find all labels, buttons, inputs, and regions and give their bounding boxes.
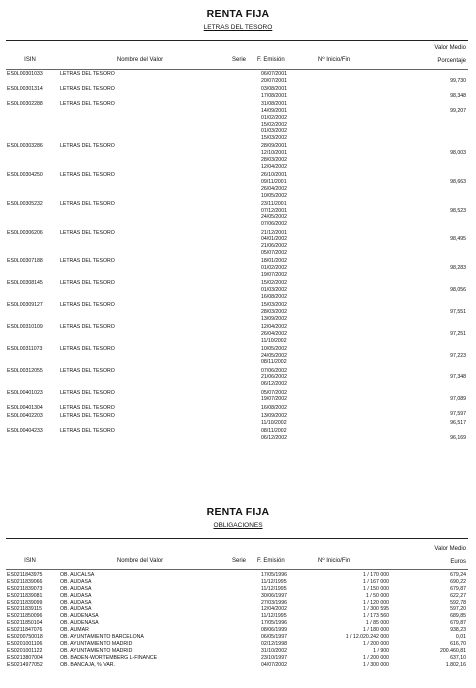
nombre-cell: LETRAS DEL TESORO <box>60 345 115 352</box>
isin-cell: ES0L00301033 <box>7 71 43 77</box>
isin-cell: ES0214977052 <box>7 661 43 668</box>
nombre-cell: OB. AUDASA <box>60 592 92 599</box>
nombre-cell: OB. AUDASA <box>60 599 92 606</box>
letras-table <box>0 71 476 443</box>
isin-cell: ES0L00303286 <box>7 143 43 150</box>
nombre-cell: OB. AUDASA <box>60 585 92 592</box>
inicio-cell: 1 / 12.020.242 000 <box>345 634 389 641</box>
col-header-serie: Serie <box>232 57 247 63</box>
emision-date-cell: 18/01/2002 <box>261 258 287 265</box>
fecha-cell: 11/12/1995 <box>261 585 287 592</box>
nombre-cell: OB. BADEN-WORTEMBERG L-FINANCE <box>60 654 158 661</box>
emision-date-cell: 13/09/2002 <box>261 412 287 419</box>
table-row <box>0 390 476 405</box>
nombre-cell: OB. AUDASA <box>60 578 92 585</box>
isin-cell: ES0L00305232 <box>7 200 43 207</box>
inicio-cell: 1 / 50 000 <box>365 592 389 599</box>
table-row <box>0 634 476 641</box>
table-row <box>0 428 476 443</box>
inicio-cell: 1 / 180 000 <box>363 627 389 634</box>
isin-cell: ES0211839081 <box>7 592 43 599</box>
emision-date-cell: 28/09/2001 <box>261 143 287 150</box>
nombre-cell: LETRAS DEL TESORO <box>60 229 115 236</box>
emision-date-cell: 15/02/2002 <box>261 280 287 287</box>
nombre-cell: OB. AYUNTAMIENTO MADRID <box>60 640 133 647</box>
col-header-nombre: Nombre del Valor <box>116 57 164 63</box>
obligaciones-table <box>0 572 476 668</box>
table-row <box>0 346 476 368</box>
emision-date-cell: 03/08/2001 <box>261 86 287 93</box>
nombre-cell: LETRAS DEL TESORO <box>60 200 115 207</box>
inicio-cell: 1 / 200 000 <box>363 640 389 647</box>
valor-cell: 97,597 <box>450 411 466 418</box>
fecha-cell: 31/10/2002 <box>261 647 287 654</box>
valor-cell: 98,003 <box>450 150 466 157</box>
valor-cell: 637,10 <box>450 654 466 661</box>
col-header-valor-line2: Euros <box>450 559 466 565</box>
emision-date-cell: 19/07/2002 <box>261 396 287 403</box>
section1-title: RENTA FIJA <box>206 8 270 20</box>
valor-cell: 689,85 <box>450 613 466 620</box>
emision-date-cell: 11/10/2002 <box>261 419 287 426</box>
valor-cell: 616,70 <box>450 640 466 647</box>
section1-header-rule <box>6 69 468 70</box>
isin-cell: ES0L00404233 <box>7 428 43 435</box>
section2-subtitle: OBLIGACIONES <box>213 522 263 529</box>
isin-cell: ES0L00307188 <box>7 258 43 265</box>
section2-header-rule <box>6 569 468 570</box>
nombre-cell: OB. AYUNTAMIENTO MADRID <box>60 647 133 654</box>
emision-date-cell: 16/08/2002 <box>261 404 287 411</box>
emision-date-cell: 16/08/2002 <box>261 293 287 300</box>
emision-date-cell: 15/03/2002 <box>261 302 287 309</box>
inicio-cell: 1 / 167 000 <box>363 578 389 585</box>
inicio-cell: 1 / 170 000 <box>363 572 389 578</box>
nombre-cell: OB. AUCALSA <box>60 572 95 578</box>
inicio-cell: 1 / 300 595 <box>363 606 389 613</box>
emision-date-cell: 05/07/2002 <box>261 389 287 396</box>
emision-date-cell: 17/08/2001 <box>261 92 287 99</box>
fecha-cell: 02/12/1998 <box>261 640 287 647</box>
table-row <box>0 302 476 324</box>
valor-cell: 679,24 <box>450 572 466 578</box>
inicio-cell: 1 / 300 000 <box>363 661 389 668</box>
valor-cell: 98,283 <box>450 265 466 272</box>
isin-cell: ES0201001106 <box>7 640 43 647</box>
table-row <box>0 280 476 302</box>
emision-date-cell: 05/07/2002 <box>261 249 287 256</box>
table-row <box>0 143 476 172</box>
emision-date-cell: 28/03/2002 <box>261 157 287 164</box>
nombre-cell: OB. AUDASA <box>60 606 92 613</box>
col-header-isin: ISIN <box>24 57 36 63</box>
emision-date-cell: 01/02/2002 <box>261 265 287 272</box>
fecha-cell: 17/05/1996 <box>261 620 287 627</box>
table-row <box>0 71 476 86</box>
col-header-nombre: Nombre del Valor <box>116 558 164 564</box>
isin-cell: ES0211843975 <box>7 572 43 578</box>
table-row <box>0 627 476 634</box>
isin-cell: ES0L00306206 <box>7 229 43 236</box>
emision-date-cell: 21/06/2002 <box>261 243 287 250</box>
isin-cell: ES0L00304250 <box>7 172 43 179</box>
emision-date-cell: 23/11/2001 <box>261 200 287 207</box>
nombre-cell: OB. BANCAJA, % VAR. <box>60 661 115 668</box>
isin-cell: ES0213807004 <box>7 654 43 661</box>
emision-date-cell: 04/01/2002 <box>261 236 287 243</box>
nombre-cell: LETRAS DEL TESORO <box>60 71 115 77</box>
emision-date-cell: 07/06/2002 <box>261 367 287 374</box>
emision-date-cell: 26/04/2002 <box>261 185 287 192</box>
isin-cell: ES0211850104 <box>7 620 43 627</box>
section1-top-rule <box>6 40 468 41</box>
nombre-cell: OB. AUDENASA <box>60 613 99 620</box>
nombre-cell: OB. AUMAR <box>60 627 89 634</box>
emision-date-cell: 31/08/2001 <box>261 101 287 108</box>
emision-date-cell: 21/12/2001 <box>261 229 287 236</box>
valor-cell: 98,056 <box>450 286 466 293</box>
table-row <box>0 101 476 143</box>
emision-date-cell: 01/02/2002 <box>261 114 287 121</box>
nombre-cell: OB. AYUNTAMIENTO BARCELONA <box>60 634 144 641</box>
emision-date-cell: 26/04/2002 <box>261 330 287 337</box>
valor-cell: 597,20 <box>450 606 466 613</box>
valor-cell: 0,01 <box>455 634 466 641</box>
emision-date-cell: 01/03/2002 <box>261 128 287 135</box>
nombre-cell: LETRAS DEL TESORO <box>60 389 115 396</box>
emision-date-cell: 12/04/2002 <box>261 323 287 330</box>
emision-date-cell: 12/04/2002 <box>261 163 287 170</box>
emision-date-cell: 26/10/2001 <box>261 172 287 179</box>
isin-cell: ES0L00312055 <box>7 367 43 374</box>
inicio-cell: 1 / 900 <box>373 647 389 654</box>
isin-cell: ES0L00311073 <box>7 345 43 352</box>
table-row <box>0 606 476 613</box>
isin-cell: ES0211847076 <box>7 627 43 634</box>
nombre-cell: LETRAS DEL TESORO <box>60 280 115 287</box>
valor-cell: 99,730 <box>450 77 466 84</box>
emision-date-cell: 06/07/2001 <box>261 71 287 77</box>
isin-cell: ES0211850096 <box>7 613 43 620</box>
nombre-cell: LETRAS DEL TESORO <box>60 172 115 179</box>
isin-cell: ES0L00401023 <box>7 389 43 396</box>
fecha-cell: 23/10/1997 <box>261 654 287 661</box>
valor-cell: 938,23 <box>450 627 466 634</box>
fecha-cell: 30/06/1997 <box>261 592 287 599</box>
emision-date-cell: 10/05/2002 <box>261 345 287 352</box>
isin-cell: ES0201001122 <box>7 647 43 654</box>
valor-cell: 98,348 <box>450 92 466 99</box>
table-row <box>0 586 476 593</box>
valor-cell: 96,169 <box>450 434 466 441</box>
valor-cell: 99,207 <box>450 107 466 114</box>
isin-cell: ES0200750018 <box>7 634 43 641</box>
fecha-cell: 11/12/1995 <box>261 578 287 585</box>
emision-date-cell: 06/12/2002 <box>261 381 287 388</box>
table-row <box>0 662 476 669</box>
section2-title: RENTA FIJA <box>206 506 270 518</box>
emision-date-cell: 11/10/2002 <box>261 337 287 344</box>
section2-top-rule <box>6 538 468 539</box>
emision-date-cell: 24/05/2002 <box>261 352 287 359</box>
table-row <box>0 172 476 201</box>
valor-cell: 97,551 <box>450 308 466 315</box>
table-row <box>0 230 476 259</box>
emision-date-cell: 28/03/2002 <box>261 308 287 315</box>
table-row <box>0 324 476 346</box>
col-header-valor-line2: Porcentaje <box>437 58 466 64</box>
valor-cell: 679,87 <box>450 585 466 592</box>
emision-date-cell: 20/07/2001 <box>261 77 287 84</box>
inicio-cell: 1 / 120 000 <box>363 599 389 606</box>
nombre-cell: LETRAS DEL TESORO <box>60 101 115 108</box>
isin-cell: ES0211839099 <box>7 599 43 606</box>
col-header-isin: ISIN <box>24 558 36 564</box>
emision-date-cell: 13/09/2002 <box>261 315 287 322</box>
fecha-cell: 04/07/2002 <box>261 661 287 668</box>
table-row <box>0 648 476 655</box>
inicio-cell: 1 / 173 560 <box>363 613 389 620</box>
isin-cell: ES0L00401304 <box>7 404 43 411</box>
table-row <box>0 86 476 101</box>
table-row <box>0 655 476 662</box>
valor-cell: 97,089 <box>450 396 466 403</box>
nombre-cell: LETRAS DEL TESORO <box>60 412 115 419</box>
emision-date-cell: 07/12/2001 <box>261 207 287 214</box>
valor-cell: 98,495 <box>450 236 466 243</box>
isin-cell: ES0211839115 <box>7 606 42 613</box>
fecha-cell: 08/06/1999 <box>261 627 287 634</box>
col-header-emision: F. Emisión <box>257 558 285 564</box>
valor-cell: 96,517 <box>450 419 466 426</box>
nombre-cell: LETRAS DEL TESORO <box>60 302 115 309</box>
valor-cell: 1.802,16 <box>445 661 466 668</box>
emision-date-cell: 07/06/2002 <box>261 221 287 228</box>
valor-cell: 97,348 <box>450 374 466 381</box>
nombre-cell: LETRAS DEL TESORO <box>60 367 115 374</box>
valor-cell: 200.460,81 <box>440 647 466 654</box>
nombre-cell: LETRAS DEL TESORO <box>60 323 115 330</box>
emision-date-cell: 21/06/2002 <box>261 374 287 381</box>
nombre-cell: LETRAS DEL TESORO <box>60 404 115 411</box>
col-header-emision: F. Emisión <box>257 57 285 63</box>
isin-cell: ES0L00402203 <box>7 412 43 419</box>
table-row <box>0 572 476 579</box>
fecha-cell: 11/12/1995 <box>261 613 287 620</box>
emision-date-cell: 06/12/2002 <box>261 434 287 441</box>
nombre-cell: LETRAS DEL TESORO <box>60 143 115 150</box>
emision-date-cell: 15/02/2002 <box>261 121 287 128</box>
valor-cell: 679,87 <box>450 620 466 627</box>
inicio-cell: 1 / 85 000 <box>365 620 389 627</box>
emision-date-cell: 08/11/2002 <box>261 428 287 435</box>
valor-cell: 97,223 <box>450 352 466 359</box>
col-header-inicio: Nº Inicio/Fin <box>318 558 351 564</box>
isin-cell: ES0L00308145 <box>7 280 43 287</box>
isin-cell: ES0211839066 <box>7 578 43 585</box>
col-header-valor-line1: Valor Medio <box>434 45 466 51</box>
isin-cell: ES0L00302288 <box>7 101 43 108</box>
emision-date-cell: 10/05/2002 <box>261 192 287 199</box>
section1-subtitle: LETRAS DEL TESORO <box>203 24 273 31</box>
nombre-cell: LETRAS DEL TESORO <box>60 428 115 435</box>
fecha-cell: 12/04/2002 <box>261 606 287 613</box>
fecha-cell: 17/05/1996 <box>261 572 287 578</box>
table-row <box>0 368 476 390</box>
emision-date-cell: 12/10/2001 <box>261 150 287 157</box>
isin-cell: ES0L00301314 <box>7 86 43 93</box>
valor-cell: 97,251 <box>450 330 466 337</box>
isin-cell: ES0L00309127 <box>7 302 43 309</box>
table-row <box>0 258 476 280</box>
inicio-cell: 1 / 150 000 <box>363 585 389 592</box>
table-row <box>0 201 476 230</box>
table-row <box>0 620 476 627</box>
emision-date-cell: 09/11/2001 <box>261 178 287 185</box>
col-header-valor-line1: Valor Medio <box>434 546 466 552</box>
section2-header <box>0 545 476 569</box>
nombre-cell: LETRAS DEL TESORO <box>60 86 115 93</box>
nombre-cell: OB. AUDENASA <box>60 620 99 627</box>
section1-header <box>0 44 476 68</box>
emision-date-cell: 24/05/2002 <box>261 214 287 221</box>
valor-cell: 690,22 <box>450 578 466 585</box>
inicio-cell: 1 / 200 000 <box>363 654 389 661</box>
emision-date-cell: 15/03/2002 <box>261 135 287 142</box>
emision-date-cell: 19/07/2002 <box>261 271 287 278</box>
table-row <box>0 413 476 428</box>
valor-cell: 622,27 <box>450 592 466 599</box>
isin-cell: ES0L00310109 <box>7 323 43 330</box>
emision-date-cell: 08/11/2002 <box>261 359 287 366</box>
fecha-cell: 06/05/1997 <box>261 634 287 641</box>
valor-cell: 98,523 <box>450 207 466 214</box>
isin-cell: ES0211839073 <box>7 585 43 592</box>
fecha-cell: 27/03/1996 <box>261 599 287 606</box>
valor-cell: 98,663 <box>450 178 466 185</box>
emision-date-cell: 14/09/2001 <box>261 107 287 114</box>
table-row <box>0 641 476 648</box>
valor-cell: 592,78 <box>450 599 466 606</box>
table-row <box>0 593 476 600</box>
table-row <box>0 600 476 607</box>
nombre-cell: LETRAS DEL TESORO <box>60 258 115 265</box>
col-header-serie: Serie <box>232 558 247 564</box>
emision-date-cell: 01/03/2002 <box>261 286 287 293</box>
col-header-inicio: Nº Inicio/Fin <box>318 57 351 63</box>
table-row <box>0 579 476 586</box>
table-row <box>0 613 476 620</box>
